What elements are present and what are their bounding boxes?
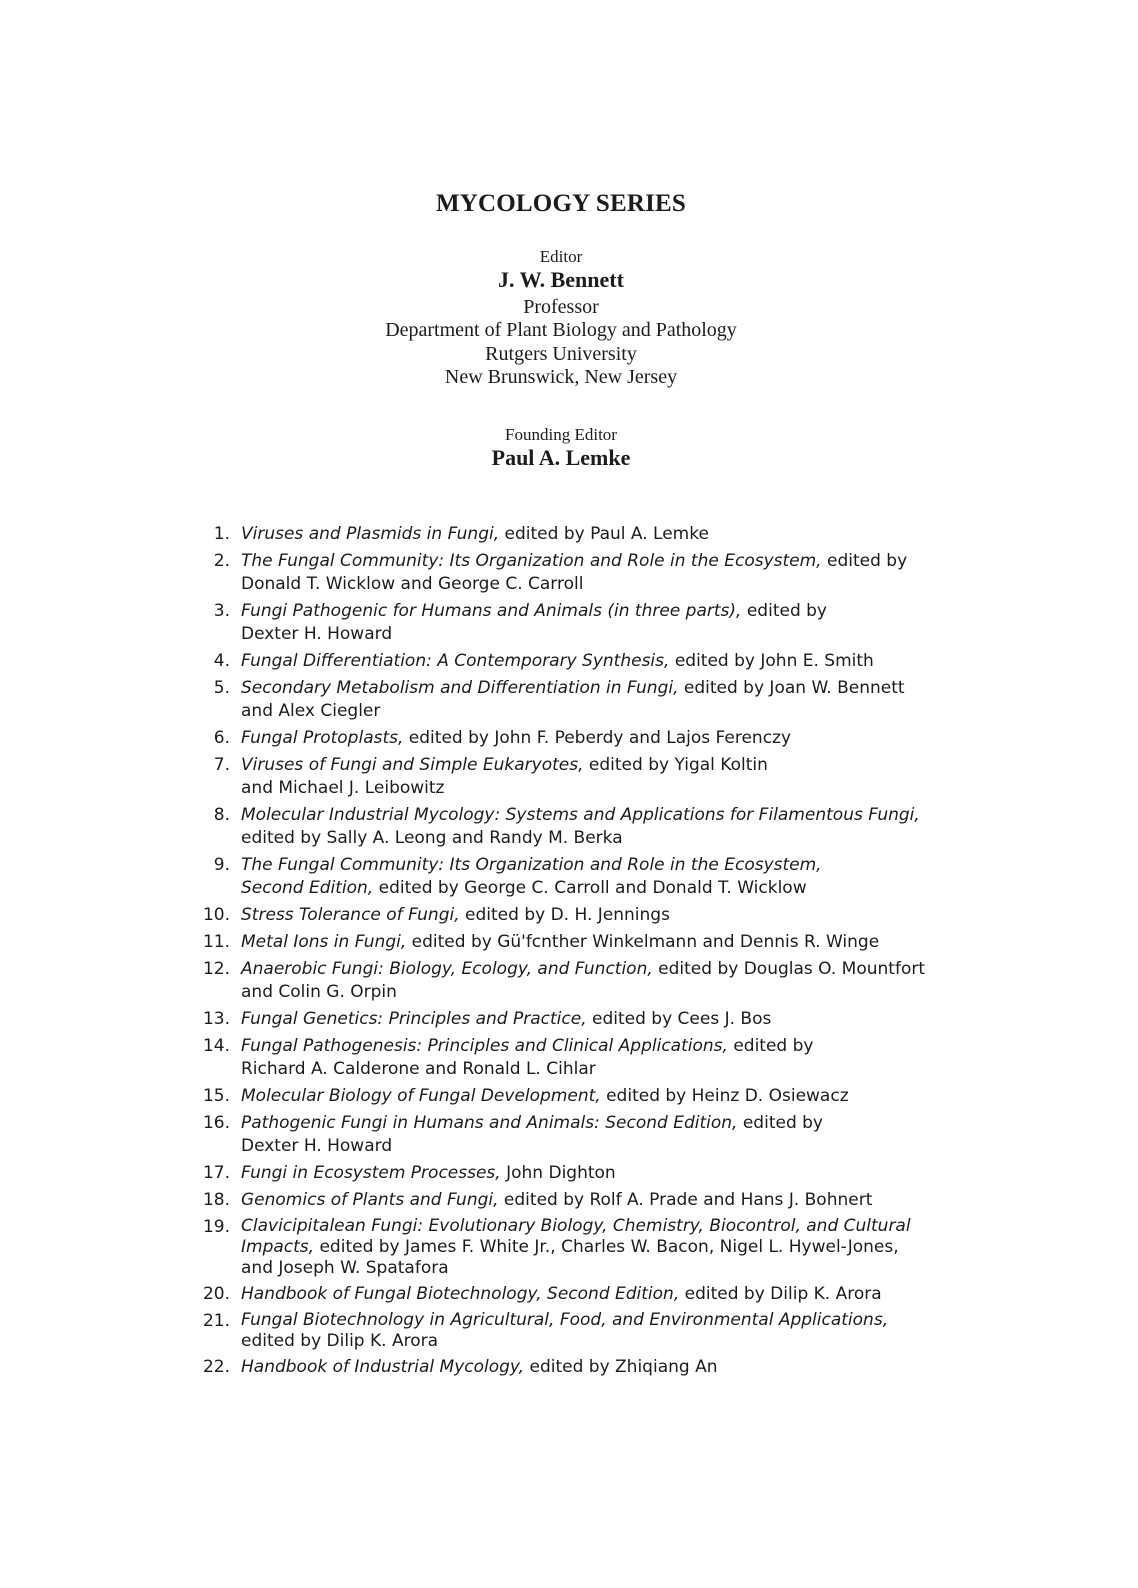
founding-editor-name: Paul A. Lemke <box>491 444 631 470</box>
book-entry-line <box>241 1189 958 1212</box>
book-entry-line <box>241 854 958 877</box>
book-title-text: Pathogenic Fungi in Humans and Animals: Second Edition, <box>241 1113 738 1133</box>
book-title-text: Fungi Pathogenic for Humans and Animals (in three parts), <box>241 601 742 621</box>
affiliation-line: Rutgers University <box>485 342 637 365</box>
book-title-text: Metal Ions in Fungi, <box>241 932 407 952</box>
book-title-text: Secondary Metabolism and Differentiation in Fungi, <box>241 678 679 698</box>
book-title-text: The Fungal Community: Its Organization and Role in the Ecosystem, <box>241 551 822 571</box>
book-number: 19. <box>202 1217 230 1237</box>
book-entry-line <box>241 623 958 646</box>
series-book-list <box>0 523 1138 1383</box>
book-title-text: Molecular Biology of Fungal Development, <box>241 1086 601 1106</box>
book-number: 1. <box>213 524 230 544</box>
book-list-item <box>0 677 1138 723</box>
book-entry-line <box>241 1356 958 1379</box>
book-credit-text: and Colin G. Orpin <box>241 982 397 1002</box>
book-number: 17. <box>202 1163 230 1183</box>
book-entry-line <box>241 1258 958 1279</box>
book-title-text: Clavicipitalean Fungi: Evolutionary Biology, Chemistry, Biocontrol, and Cultural <box>241 1216 911 1236</box>
editor-affiliation <box>0 296 1122 390</box>
book-title-text: Fungal Genetics: Principles and Practice, <box>241 1009 587 1029</box>
book-number: 8. <box>213 805 230 825</box>
book-title-text: Impacts, <box>241 1237 315 1257</box>
book-credit-text: and Michael J. Leibowitz <box>241 778 445 798</box>
book-credit-text: edited by Dilip K. Arora <box>679 1284 882 1304</box>
book-number: 18. <box>202 1190 230 1210</box>
book-number: 16. <box>202 1113 230 1133</box>
book-credit-text: edited by <box>737 1113 823 1133</box>
book-entry-line <box>241 754 958 777</box>
book-title-text: Genomics of Plants and Fungi, <box>241 1190 499 1210</box>
book-credit-text: edited by <box>821 551 908 571</box>
editor-name: J. W. Bennett <box>498 267 624 292</box>
editor-role-label: Editor <box>539 247 583 266</box>
book-entry-line <box>241 550 958 573</box>
book-list-item <box>0 1310 1138 1352</box>
book-title-text: Fungal Biotechnology in Agricultural, Food, and Environmental Applications, <box>241 1310 889 1330</box>
book-number: 5. <box>213 678 230 698</box>
book-title-text: Viruses of Fungi and Simple Eukaryotes, <box>241 755 584 775</box>
book-credit-text: edited by Gü'fcnther Winkelmann and Dennis R. Winge <box>406 932 880 952</box>
book-list-item <box>0 523 1138 546</box>
book-list-item <box>0 1216 1138 1279</box>
book-list-item <box>0 1008 1138 1031</box>
book-entry-line <box>241 1058 958 1081</box>
book-credit-text: edited by John E. Smith <box>669 651 874 671</box>
book-credit-text: edited by Cees J. Bos <box>586 1009 772 1029</box>
book-number: 2. <box>213 551 230 571</box>
book-credit-text: edited by D. H. Jennings <box>459 905 670 925</box>
book-credit-text: John Dighton <box>500 1163 616 1183</box>
book-credit-text: edited by George C. Carroll and Donald T. Wicklow <box>373 878 807 898</box>
book-entry-line <box>241 727 958 750</box>
founding-editor-role-label: Founding Editor <box>505 424 617 444</box>
book-title-text: Molecular Industrial Mycology: Systems and Applications for Filamentous Fungi, <box>241 805 920 825</box>
book-entry-line <box>241 1283 958 1306</box>
series-title: MYCOLOGY SERIES <box>435 190 687 217</box>
book-list-item <box>0 1162 1138 1185</box>
book-credit-text: edited by <box>741 601 827 621</box>
book-credit-text: and Joseph W. Spatafora <box>241 1258 449 1278</box>
book-number: 22. <box>202 1357 230 1377</box>
book-entry-line <box>241 600 958 623</box>
book-list-item <box>0 1035 1138 1081</box>
book-entry-line <box>241 523 958 546</box>
book-title-text: Fungal Pathogenesis: Principles and Clinical Applications, <box>241 1036 728 1056</box>
book-entry-line <box>241 1216 958 1237</box>
book-number: 15. <box>202 1086 230 1106</box>
affiliation-line: Department of Plant Biology and Pathology <box>385 319 737 342</box>
book-list-item <box>0 804 1138 850</box>
book-number: 14. <box>202 1036 230 1056</box>
book-number: 6. <box>213 728 230 748</box>
book-title-text: Fungal Protoplasts, <box>241 728 404 748</box>
book-entry-line <box>241 1112 958 1135</box>
book-list-item <box>0 1356 1138 1379</box>
book-entry-line <box>241 1008 958 1031</box>
book-credit-text: edited by Sally A. Leong and Randy M. Berka <box>241 828 623 848</box>
book-entry-line <box>241 573 958 596</box>
book-list-item <box>0 931 1138 954</box>
book-credit-text: Donald T. Wicklow and George C. Carroll <box>241 574 584 594</box>
book-credit-text: edited by Zhiqiang An <box>524 1357 718 1377</box>
book-list-item <box>0 958 1138 1004</box>
book-entry-line <box>241 1237 958 1258</box>
book-entry-line <box>241 981 958 1004</box>
book-list-item <box>0 600 1138 646</box>
book-entry-line <box>241 650 958 673</box>
book-title-text: Fungal Differentiation: A Contemporary Synthesis, <box>241 651 670 671</box>
book-number: 11. <box>202 932 230 952</box>
affiliation-line: New Brunswick, New Jersey <box>444 366 678 389</box>
book-list-item <box>0 650 1138 673</box>
book-number: 4. <box>213 651 230 671</box>
book-entry-line <box>241 677 958 700</box>
book-list-item <box>0 1189 1138 1212</box>
book-number: 10. <box>202 905 230 925</box>
book-entry-line <box>241 1035 958 1058</box>
book-title-text: Handbook of Fungal Biotechnology, Second Edition, <box>241 1284 680 1304</box>
book-credit-text: edited by Heinz D. Osiewacz <box>600 1086 849 1106</box>
book-credit-text: edited by Rolf A. Prade and Hans J. Bohnert <box>498 1190 873 1210</box>
affiliation-line: Professor <box>523 296 599 318</box>
book-credit-text: Dexter H. Howard <box>241 624 393 644</box>
book-title-text: Anaerobic Fungi: Biology, Ecology, and Function, <box>241 959 653 979</box>
series-header <box>0 186 1122 471</box>
book-list-item <box>0 1283 1138 1306</box>
book-entry-line <box>241 1162 958 1185</box>
book-credit-text: Richard A. Calderone and Ronald L. Cihlar <box>241 1059 596 1079</box>
book-entry-line <box>241 1310 958 1331</box>
book-entry-line <box>241 827 958 850</box>
book-entry-line <box>241 1331 958 1352</box>
book-title-text: Fungi in Ecosystem Processes, <box>241 1163 501 1183</box>
book-credit-text: edited by Joan W. Bennett <box>678 678 905 698</box>
book-list-item <box>0 854 1138 900</box>
book-list-item <box>0 550 1138 596</box>
book-entry-line <box>241 877 958 900</box>
book-entry-line <box>241 931 958 954</box>
book-entry-line <box>241 904 958 927</box>
book-title-text: Handbook of Industrial Mycology, <box>241 1357 525 1377</box>
book-credit-text: edited by Yigal Koltin <box>583 755 768 775</box>
book-title-text: The Fungal Community: Its Organization and Role in the Ecosystem, <box>241 855 822 875</box>
book-credit-text: edited by Dilip K. Arora <box>241 1331 439 1351</box>
book-number: 21. <box>202 1311 230 1331</box>
book-entry-line <box>241 804 958 827</box>
book-credit-text: edited by <box>727 1036 814 1056</box>
book-entry-line <box>241 958 958 981</box>
book-credit-text: edited by James F. White Jr., Charles W. Bacon, Nigel L. Hywel-Jones, <box>314 1237 899 1257</box>
book-title-text: Second Edition, <box>241 878 374 898</box>
book-entry-line <box>241 700 958 723</box>
book-list-item <box>0 1085 1138 1108</box>
book-entry-line <box>241 1085 958 1108</box>
book-number: 13. <box>202 1009 230 1029</box>
book-credit-text: edited by Douglas O. Mountfort <box>652 959 925 979</box>
book-entry-line <box>241 777 958 800</box>
book-list-item <box>0 904 1138 927</box>
book-list-item <box>0 727 1138 750</box>
book-credit-text: edited by John F. Peberdy and Lajos Ferenczy <box>403 728 792 748</box>
book-number: 12. <box>202 959 230 979</box>
book-entry-line <box>241 1135 958 1158</box>
book-number: 20. <box>202 1284 230 1304</box>
book-number: 9. <box>213 855 230 875</box>
book-list-item <box>0 754 1138 800</box>
book-title-text: Stress Tolerance of Fungi, <box>241 905 460 925</box>
book-list-item <box>0 1112 1138 1158</box>
book-credit-text: Dexter H. Howard <box>241 1136 393 1156</box>
book-credit-text: edited by Paul A. Lemke <box>499 524 709 544</box>
book-title-text: Viruses and Plasmids in Fungi, <box>241 524 500 544</box>
book-credit-text: and Alex Ciegler <box>241 701 381 721</box>
book-number: 3. <box>213 601 230 621</box>
book-number: 7. <box>213 755 230 775</box>
